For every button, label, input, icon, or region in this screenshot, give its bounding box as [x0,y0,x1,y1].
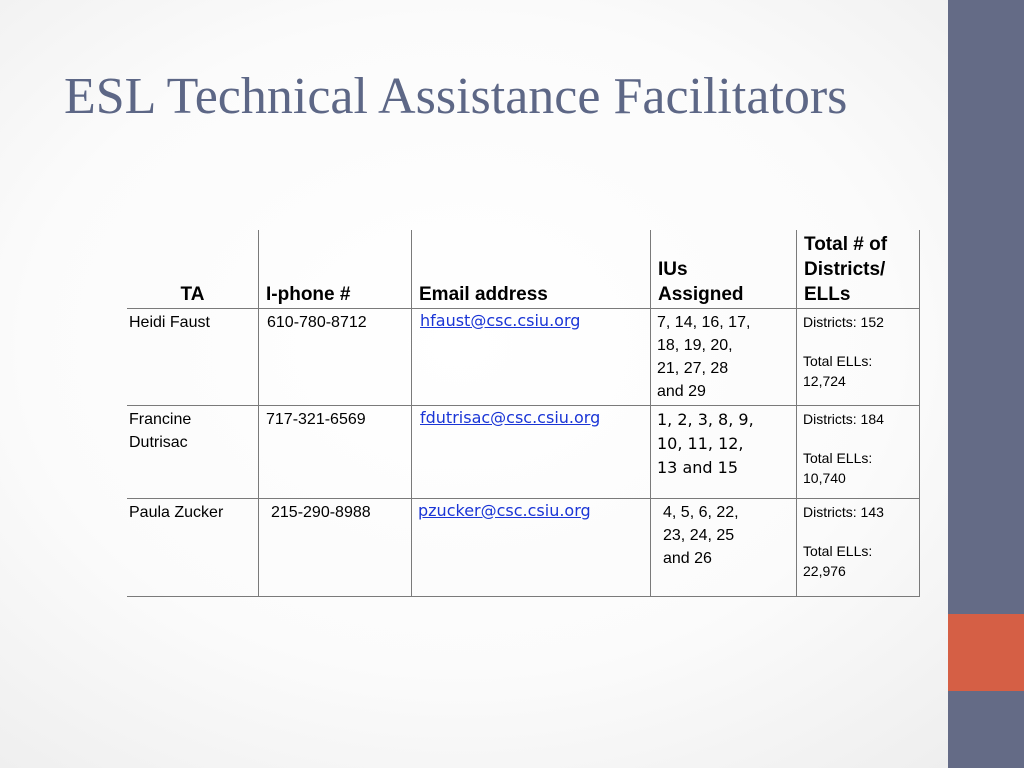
ius-line: 21, 27, 28 [657,359,729,377]
table-header-row [127,230,920,308]
ta-name-line2: Dutrisac [129,433,188,451]
slide-title: ESL Technical Assistance Facilitators [64,68,848,125]
header-total-line2: Districts/ [804,258,886,280]
totals-cell [797,308,920,405]
ells-value: 10,740 [803,469,846,486]
ius-line: 18, 19, 20, [657,336,733,354]
ta-name: Heidi Faust [129,313,210,331]
email-cell [412,308,651,405]
ius-line: 1, 2, 3, 8, 9, [657,409,754,429]
header-ius [651,230,797,308]
ius-line: and 29 [657,382,706,400]
email-cell [412,498,651,596]
ells-value: 22,976 [803,562,846,579]
sidebar-accent-block [948,614,1024,691]
phone-cell [259,405,412,498]
ius-line: 13 and 15 [657,457,738,477]
email-link[interactable]: pzucker@csc.csiu.org [418,500,591,520]
phone-cell [259,498,412,596]
ius-line: 7, 14, 16, 17, [657,313,751,331]
table-row [127,498,920,596]
ius-cell [651,308,797,405]
ius-line: 10, 11, 12, [657,433,744,453]
phone-number: 717-321-6569 [266,410,366,428]
ius-cell [651,405,797,498]
header-total-line3: ELLs [804,283,851,305]
facilitators-table [127,230,920,597]
header-phone: I-phone # [259,230,412,308]
districts-count: Districts: 143 [803,503,884,520]
totals-cell [797,498,920,596]
ta-name-cell [127,308,259,405]
ius-line: 4, 5, 6, 22, [663,503,739,521]
header-total-line1: Total # of [804,233,888,255]
ius-cell [651,498,797,596]
phone-number: 215-290-8988 [271,503,371,521]
ta-name-cell [127,405,259,498]
header-email: Email address [412,230,651,308]
ta-name: Francine [129,410,192,428]
ells-value: 12,724 [803,372,846,389]
districts-count: Districts: 152 [803,313,884,330]
header-total [797,230,920,308]
ta-name: Paula Zucker [129,503,224,521]
table-row [127,405,920,498]
email-link[interactable]: hfaust@csc.csiu.org [420,310,581,330]
totals-cell [797,405,920,498]
ells-label: Total ELLs: [803,352,873,369]
ells-label: Total ELLs: [803,542,873,559]
table-row [127,308,920,405]
ells-label: Total ELLs: [803,449,873,466]
phone-number: 610-780-8712 [267,313,367,331]
header-ta: TA [127,230,259,308]
ta-name-cell [127,498,259,596]
email-cell [412,405,651,498]
header-ius-line2: Assigned [658,283,744,305]
ius-line: 23, 24, 25 [663,526,735,544]
header-ius-line1: IUs [658,258,688,280]
sidebar-bar [948,0,1024,768]
ius-line: and 26 [663,549,712,567]
phone-cell [259,308,412,405]
email-link[interactable]: fdutrisac@csc.csiu.org [420,407,601,427]
districts-count: Districts: 184 [803,410,884,427]
